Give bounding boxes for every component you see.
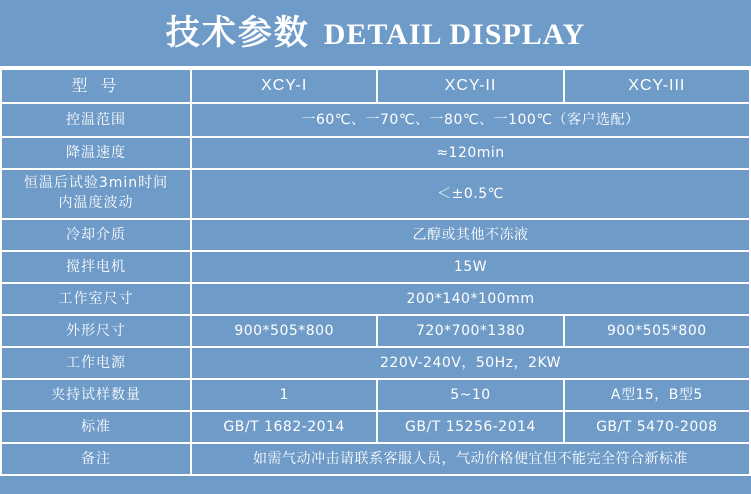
row-label-cooling-speed: 降温速度 [1,137,191,169]
row-label-sample-count: 夹持试样数量 [1,379,191,411]
specification-table [0,68,751,476]
row-label-overall-size: 外形尺寸 [1,315,191,347]
cell-standard-1: GB/T 1682-2014 [191,411,377,443]
cell-temp-range: 一60℃、一70℃、一80℃、一100℃（客户选配） [191,103,750,137]
cell-chamber-size: 200*140*100mm [191,283,750,315]
table-row-remark [1,443,750,475]
table-row-cooling-speed [1,137,750,169]
row-label-coolant: 冷却介质 [1,219,191,251]
cell-cooling-speed: ≈120min [191,137,750,169]
table-row-standard [1,411,750,443]
cell-stir-motor: 15W [191,251,750,283]
cell-overall-size-3: 900*505*800 [564,315,750,347]
page-title-cn: 技术参数 [165,13,310,53]
cell-standard-2: GB/T 15256-2014 [377,411,563,443]
row-label-model: 型 号 [1,69,191,103]
cell-fluctuation: ＜±0.5℃ [191,169,750,219]
cell-model-2: XCY-II [377,69,563,103]
table-row-stir-motor [1,251,750,283]
cell-model-1: XCY-I [191,69,377,103]
table-row-chamber-size [1,283,750,315]
page-title-en: DETAIL DISPLAY [323,18,586,51]
table-row-model [1,69,750,103]
cell-sample-count-3: A型15，B型5 [564,379,750,411]
cell-sample-count-1: 1 [191,379,377,411]
row-label-power-supply: 工作电源 [1,347,191,379]
cell-model-3: XCY-III [564,69,750,103]
page-header [0,0,751,68]
table-row-power-supply [1,347,750,379]
table-row-coolant [1,219,750,251]
row-label-temp-range: 控温范围 [1,103,191,137]
cell-overall-size-1: 900*505*800 [191,315,377,347]
table-row-overall-size [1,315,750,347]
cell-standard-3: GB/T 5470-2008 [564,411,750,443]
table-row-fluctuation [1,169,750,219]
cell-power-supply: 220V-240V，50Hz，2KW [191,347,750,379]
row-label-fluctuation-line1: 恒温后试验3min时间 [23,175,169,192]
cell-sample-count-2: 5~10 [377,379,563,411]
header-inner [165,13,586,53]
row-label-standard: 标准 [1,411,191,443]
row-label-chamber-size: 工作室尺寸 [1,283,191,315]
row-label-stir-motor: 搅拌电机 [1,251,191,283]
row-label-fluctuation [1,169,191,219]
table-row-temp-range [1,103,750,137]
table-row-sample-count [1,379,750,411]
cell-remark: 如需气动冲击请联系客服人员，气动价格便宜但不能完全符合新标准 [191,443,750,475]
cell-coolant: 乙醇或其他不冻液 [191,219,750,251]
row-label-fluctuation-line2: 内温度波动 [58,195,134,211]
cell-overall-size-2: 720*700*1380 [377,315,563,347]
row-label-remark: 备注 [1,443,191,475]
